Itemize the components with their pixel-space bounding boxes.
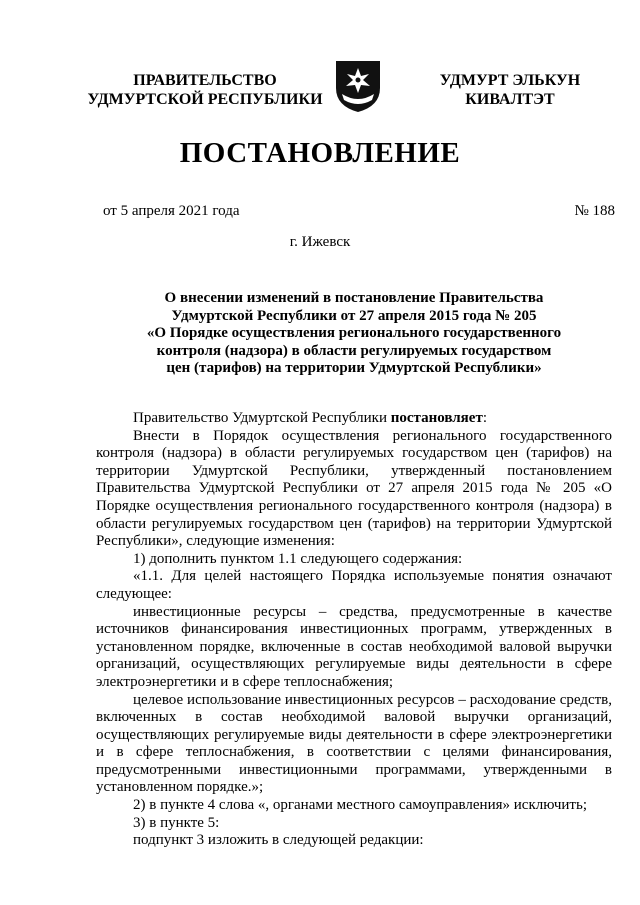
header-right-line-2: КИВАЛТЭТ: [465, 91, 555, 108]
title-line: цен (тарифов) на территории Удмуртской Республики»: [166, 360, 542, 376]
title-line: О внесении изменений в постановление Правительства: [164, 290, 544, 306]
intro-paragraph: [96, 410, 612, 428]
title-line: Удмуртской Республики от 27 апреля 2015 года № 205: [171, 307, 537, 324]
intro-colon: :: [482, 410, 487, 426]
body-paragraph: 2) в пункте 4 слова «, органами местного самоуправления» исключить;: [133, 797, 587, 814]
document-number: № 188: [574, 203, 615, 219]
header-right-line-1: УДМУРТ ЭЛЬКУН: [439, 72, 581, 89]
body-paragraph: 3) в пункте 5:: [133, 814, 220, 831]
body-paragraph: инвестиционные ресурсы – средства, предусмотренные в качестве источников финансирования инвестиционных программ, утвержденных в установленном порядке, включенные в состав необходимой валовой выручки организаций, осуществляющих регулируемые виды деятельности в сфере электроэнергетики и в сфере теплоснабжения;: [96, 603, 612, 690]
header-left: [80, 71, 330, 109]
document-type: ПОСТАНОВЛЕНИЕ: [179, 137, 461, 169]
body-paragraph: 1) дополнить пунктом 1.1 следующего содержания:: [133, 550, 463, 567]
title-line: «О Порядке осуществления регионального государственного: [146, 325, 562, 341]
title-line: контроля (надзора) в области регулируемых государством: [156, 342, 552, 359]
document-body: [96, 410, 612, 850]
body-paragraph: «1.1. Для целей настоящего Порядка используемые понятия означают следующее:: [96, 568, 612, 602]
body-paragraph: целевое использование инвестиционных ресурсов – расходование средств, включенных в состав необходимой валовой выручки организаций, осуществляющих регулируемые виды деятельности в сфере электроэнергетики и в сфере теплоснабжения, в соответствии с целями финансирования, предусмотренными инвестиционными программами, утвержденными в установленном порядке.»;: [96, 691, 612, 796]
body-paragraph: Внести в Порядок осуществления регионального государственного контроля (надзора) в области регулируемых государством цен (тарифов) на территории Удмуртской Республики, утвержденный постановлением Правительства Удмуртской Республики от 27 апреля 2015 года № 205 «О Порядке осуществления регионального государственного контроля (надзора) в области регулируемых государством цен (тарифов) на территории Удмуртской Республики», следующие изменения:: [96, 427, 612, 550]
header-left-line-1: ПРАВИТЕЛЬСТВО: [133, 72, 277, 89]
coat-of-arms-emblem: [332, 58, 384, 114]
header-right: [420, 71, 600, 109]
intro-verb: постановляет: [390, 410, 483, 426]
document-date: от 5 апреля 2021 года: [103, 203, 240, 219]
body-paragraph: подпункт 3 изложить в следующей редакции:: [133, 832, 424, 849]
document-city: г. Ижевск: [289, 234, 351, 250]
header-left-line-2: УДМУРТСКОЙ РЕСПУБЛИКИ: [87, 91, 323, 108]
intro-text: Правительство Удмуртской Республики: [133, 410, 391, 426]
document-title: [100, 290, 608, 378]
